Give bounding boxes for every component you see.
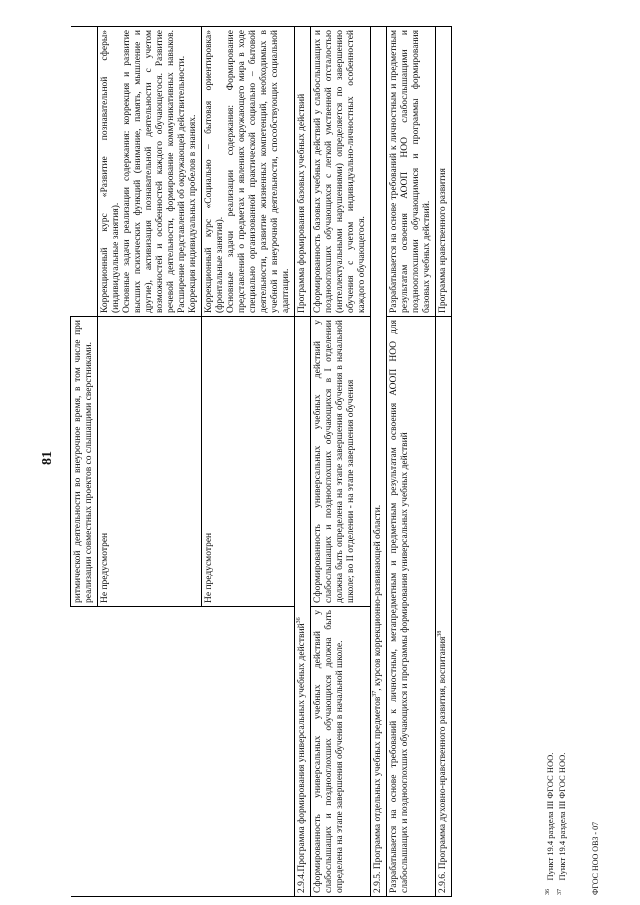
- table-row: [311, 27, 371, 897]
- footer-code: ФГОС НОО ОВЗ - 07: [591, 821, 600, 895]
- table-cell: [98, 27, 202, 317]
- section-header-cell: 2.9.4.Программа формирования универсальных учебных действий$^{36}$: [295, 317, 311, 897]
- table-cell: Сформированность универсальных учебных действий у слабослышащих и позднооглохших обучающихся должна быть определена на этапе завершения обучения в начальной школе.: [311, 607, 371, 897]
- section-header-row: [436, 27, 452, 897]
- page-number: 81: [40, 451, 55, 465]
- table-cell: Не предусмотрен: [98, 317, 202, 607]
- table-cell: [202, 607, 295, 897]
- table-cell: Не предусмотрен: [202, 317, 295, 607]
- paragraph: Коррекция индивидуальных пробелов в знаниях.: [188, 114, 198, 313]
- table-cell: [202, 27, 295, 317]
- comparison-table: [70, 26, 452, 897]
- section-header-row: [371, 27, 387, 897]
- section-header-cell: Программа формирования базовых учебных действий: [295, 27, 311, 317]
- paragraph: Основные задачи реализации содержания: Формирование представлений о предметах и явлениях окружающего мира в ходе специально организованной практической социально – бытовой деятельности, развитие жизненных компетенций, необходимых в учебной и внеурочной деятельности, способствующих социальной адаптации.: [226, 30, 291, 313]
- table-cell: Сформированность базовых учебных действий у слабослышащих и позднооглохших обучающихся с легкой умственной отсталостью (интеллектуальными нарушениями) определяется по завершению обучения с учетом индивидуально-личностных особенностей каждого обучающегося.: [311, 27, 371, 317]
- table-cell: Разрабатывается на основе требований к личностным и предметным результатам освоения АООП НОО слабослышащими и позднооглохшими обучающимися и программы формирования базовых учебных действий.: [387, 27, 436, 317]
- table-row: [98, 27, 202, 897]
- paragraph: Коррекционный курс «Социально – бытовая ориентировка» (фронтальные занятия).: [204, 30, 225, 313]
- section-header-cell: Программа нравственного развития: [436, 27, 452, 317]
- table-cell: [71, 27, 98, 317]
- table-cell: [71, 607, 98, 897]
- table-row: [202, 27, 295, 897]
- table-cell: ритмической деятельности во внеурочное время, в том числе при реализации совместных проектов со слышащими сверстниками.: [71, 317, 98, 607]
- table-cell: Сформированность универсальных учебных действий у слабослышащих и позднооглохших обучающихся в I отделении должна быть определена на этапе завершения обучения в начальной школе; во II отделении - на этапе завершения обучения: [311, 317, 371, 607]
- footnote: $^{36}$ Пункт 19.4 раздела III ФГОС НОО.: [545, 752, 555, 895]
- footnote: $^{37}$ Пункт 19.4 раздела III ФГОС НОО.: [557, 752, 567, 895]
- section-header-cell: 2.9.6. Программа духовно-нравственного развития, воспитания$^{38}$: [436, 317, 452, 897]
- section-header-row: [295, 27, 311, 897]
- table-row: [71, 27, 98, 897]
- paragraph: Коррекционный курс «Развитие познавательной сферы» (индивидуальные занятия).: [100, 30, 121, 313]
- paragraph: Основные задачи реализации содержания: коррекция и развитие высших психических функций (внимание, память, мышление и другие), активизация познавательной деятельности с учетом возможностей и особенностей каждого обучающегося. Развитие речевой деятельности, формирование коммуникативных навыков. Расширение представлений об окружающей действительности.: [122, 30, 187, 313]
- table-cell: Разрабатывается на основе требований к личностным, метапредметным и предметным результатам освоения АООП НОО для слабослышащих и позднооглохших обучающихся и программы формирования универсальных учебных действий: [387, 317, 436, 897]
- table-row: [387, 27, 436, 897]
- section-header-cell: 2.9.5. Программа отдельных учебных предметов$^{37}$, курсов коррекционно-развивающей области.: [371, 27, 387, 897]
- table-cell: [98, 607, 202, 897]
